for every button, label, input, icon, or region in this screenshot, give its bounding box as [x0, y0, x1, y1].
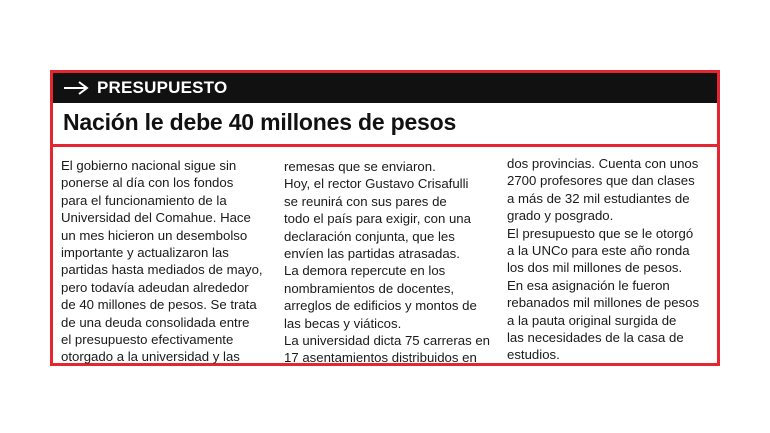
body-line: de una deuda consolidada entre — [61, 314, 250, 330]
body-line: las becas y viáticos. — [284, 315, 402, 331]
body-line: nombramientos de docentes, — [284, 280, 455, 296]
body-line: dos provincias. Cuenta con unos — [507, 156, 699, 171]
body-line: remesas que se enviaron. — [284, 159, 436, 174]
body-line: envíen las partidas atrasadas. — [284, 245, 460, 261]
body-line: los dos mil millones de pesos. — [507, 260, 683, 276]
body-line: Hoy, el rector Gustavo Crisafulli — [284, 176, 469, 192]
section-bar — [53, 73, 717, 103]
body-line: En esa asignación le fueron — [507, 277, 670, 293]
body-line: el presupuesto efectivamente — [61, 331, 234, 347]
body-line: rebanados mil millones de pesos — [507, 295, 700, 311]
body-line: se reunirá con sus pares de — [284, 193, 447, 209]
body-line: a la UNCo para este año ronda — [507, 242, 690, 258]
body-line: partidas hasta mediados de mayo, — [61, 262, 263, 278]
body-line: las necesidades de la casa de — [507, 329, 684, 345]
body-line: importante y actualizaron las — [61, 244, 229, 260]
body-line: El gobierno nacional sigue sin — [61, 158, 237, 173]
body-line: Universidad del Comahue. Hace — [61, 210, 251, 226]
body-line: todo el país para exigir, con una — [284, 211, 471, 227]
body-line: estudios. — [507, 347, 560, 363]
body-line: 2700 profesores que dan clases — [507, 173, 695, 189]
body-line: para el funcionamiento de la — [61, 192, 227, 208]
body-line: a la pauta original surgida de — [507, 312, 677, 328]
body-line: de 40 millones de pesos. Se trata — [61, 297, 257, 313]
body-line: a más de 32 mil estudiantes de — [507, 190, 690, 206]
body-line: pero todavía adeudan alrededor — [61, 279, 249, 295]
news-article-box — [50, 70, 720, 366]
article-headline: Nación le debe 40 millones de pesos — [63, 109, 457, 135]
body-line: arreglos de edificios y montos de — [284, 298, 477, 314]
body-line: declaración conjunta, que les — [284, 228, 455, 244]
body-line: un mes hicieron un desembolso — [61, 227, 248, 243]
body-column-3 — [507, 155, 717, 364]
body-line: La universidad dicta 75 carreras en — [284, 332, 490, 348]
body-column-2 — [284, 158, 494, 367]
body-line: ponerse al día con los fondos — [61, 175, 234, 191]
body-line: 17 asentamientos distribuidos en — [284, 350, 477, 366]
section-label: PRESUPUESTO — [97, 78, 228, 97]
article-body — [61, 156, 711, 366]
headline-divider — [53, 144, 717, 147]
body-line: grado y posgrado. — [507, 208, 614, 224]
right-arrow-icon — [63, 81, 89, 95]
body-line: otorgado a la universidad y las — [61, 349, 240, 365]
body-column-1 — [61, 157, 271, 366]
body-line: La demora repercute en los — [284, 263, 446, 279]
body-line: El presupuesto que se le otorgó — [507, 225, 694, 241]
